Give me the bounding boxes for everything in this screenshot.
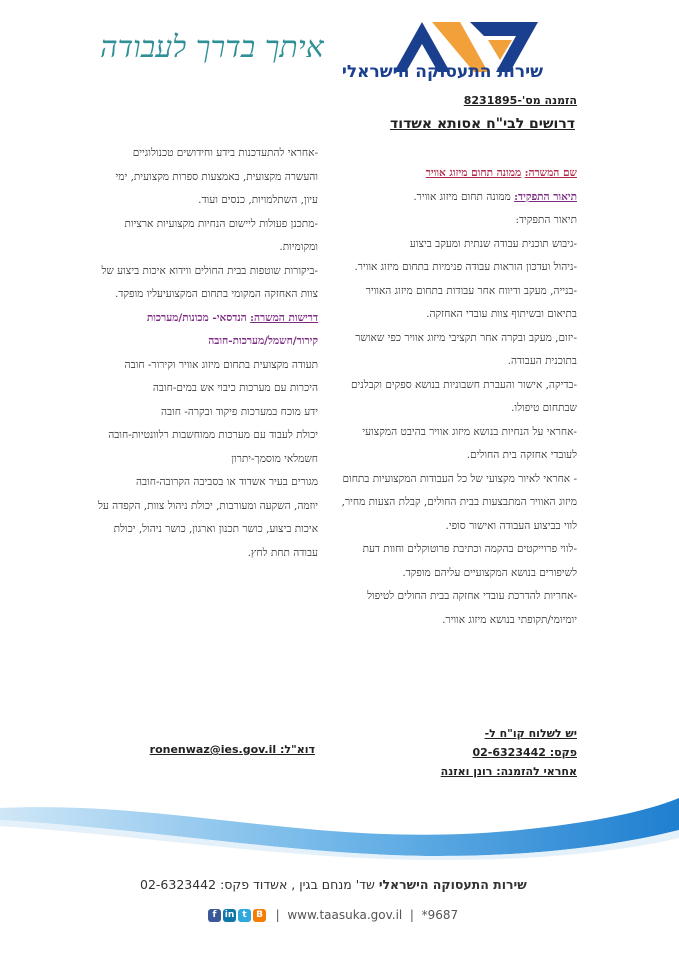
duty-item: -ניהול ועדכון הוראות עבודה פנימיות בתחום מיזוג אוויר. — [354, 261, 577, 273]
fax-number: פקס: 02-6323442 — [472, 746, 577, 759]
duty-item: -בדיקה, אישור והעברת חשבוניות בנושא ספקים וקבלנים שבתחום טיפולו. — [350, 378, 577, 414]
job-description-column — [337, 162, 577, 632]
send-cv-text: יש לשלוח קו"ח ל- — [484, 727, 577, 740]
position-desc-value: ממונה תחום מיזוג אוויר. — [413, 190, 511, 203]
duty-item: -אחריות להדרכת עובדי אחזקה בבית החולים לטיפול יומיומי/תקופתי בנושא מיזוג אוויר. — [367, 590, 577, 626]
duty-item: -מתכנן פעולות ליישום הנחיות מקצועיות ארציות ומקומיות. — [124, 217, 318, 253]
requirements-value: הנדסאי- מכונות/מערכות קירור/חשמל/מערכות-חובה — [146, 311, 318, 347]
duty-item: - אחראי לאיור מקצועי של כל העבודות המקצועיות בתחום מיזוג האוויר המתבצעות בבית החולים, קבלת הצעות מחיר, לווי בביצוע העבודה ואישור סופי. — [341, 472, 577, 532]
position-name-label: שם המשרה: — [524, 167, 577, 179]
requirement-item: חשמלאי מוסמך-יתרון — [231, 452, 318, 465]
linkedin-icon[interactable]: in — [224, 910, 235, 920]
duty-item: -לווי פרוייקטים בהקמה וכתיבת פרוטוקלים וחוות דעת לשיפורים בנושא המקצועיים עליהם מופקד. — [362, 543, 577, 579]
position-name-line — [337, 162, 577, 186]
requirement-item: ידע מוכח במערכות פיקוד ובקרה- חובה — [160, 405, 318, 418]
duty-item: -אחראי על הנחיות בנושא מיזוג אוויר בהיבט המקצועי לעובדי אחזקה בית החולים. — [362, 425, 577, 461]
position-name-value: ממונה תחום מיזוג אוויר — [425, 167, 522, 179]
footer-address — [140, 877, 527, 892]
footer-org-name: שירות התעסוקה הישראלי — [378, 877, 527, 892]
requirement-item: תעודה מקצועית בתחום מיזוג אוויר וקירור- חובה — [124, 358, 318, 371]
blogger-icon[interactable]: B — [253, 909, 266, 922]
requirements-column — [98, 142, 318, 565]
position-desc-label: תיאור התפקיד: — [514, 190, 577, 203]
requirement-item: יכולת לעבוד עם מערכות ממוחשבות רלוונטיות-חובה — [108, 429, 318, 441]
requirement-item: יוזמה, השקעה ומעורבות, יכולת ניהול צוות, הקפדה על איכות ביצוע, כושר תכנון וארגון, כושר ניהול, יכולת עבודה תחת לחץ. — [97, 499, 318, 559]
twitter-icon[interactable]: t — [238, 909, 251, 922]
page-title: דרושים לבי"ח אסותא אשדוד — [390, 116, 575, 132]
duty-item: -אחראי להתעדכנות בידע וחידושים טכנולוגיים והעשרה מקצועית, באמצעות ספרות מקצועית, ימי עיון, השתלמויות, כנסים ועוד. — [115, 147, 318, 206]
duty-item: -גיבוש תוכנית עבודה שנתית ומעקב ביצוע — [409, 237, 577, 250]
email-link[interactable]: דוא"ל: ronenwaz@ies.gov.il — [149, 743, 315, 756]
order-number: הזמנה מס'-8231895 — [463, 94, 577, 107]
requirement-item: מגורים בעיר אשדוד או בסביבה הקרובה-חובה — [135, 476, 318, 488]
footer-links: f in t B | www.taasuka.gov.il | *9687 — [208, 908, 458, 922]
requirements-heading — [98, 307, 318, 354]
order-contact-person: אחראי להזמנה: רונן ואזנה — [440, 765, 577, 778]
duty-item: -יזום, מעקב ובקרה אחר תקציבי מיזוג אוויר כפי שאושר בתוכנית העבודה. — [355, 331, 577, 367]
footer-phone: *9687 — [421, 908, 459, 922]
slogan: איתך בדרך לעבודה — [100, 30, 324, 65]
facebook-icon[interactable]: f — [208, 909, 221, 922]
duties-title: תיאור התפקיד: — [515, 214, 577, 226]
contact-block — [337, 724, 577, 781]
org-name: שירות התעסוקה הישראלי — [341, 62, 543, 82]
position-desc-line — [337, 186, 577, 210]
wave-decoration — [0, 790, 679, 860]
duty-item: -ביקורות שוטפות בבית החולים ווידוא איכות ביצוע של צוות האחזקה המקומי בתחום המקצועיעליו מופקד. — [101, 264, 318, 300]
requirement-item: היכרות עם מערכות כיבוי אש במים-חובה — [152, 382, 318, 394]
footer-address-text: שד' מנחם בגין , אשדוד פקס: 02-6323442 — [140, 877, 375, 892]
website-link[interactable]: www.taasuka.gov.il — [287, 908, 403, 922]
duty-item: -בנייה, מעקב ודיווח אחר עבודות בתחום מיזוג האוויר בתיאום ובשיתוף צוות עובדי האחזקה. — [365, 284, 577, 320]
requirements-label: דרישות המשרה: — [250, 311, 318, 324]
